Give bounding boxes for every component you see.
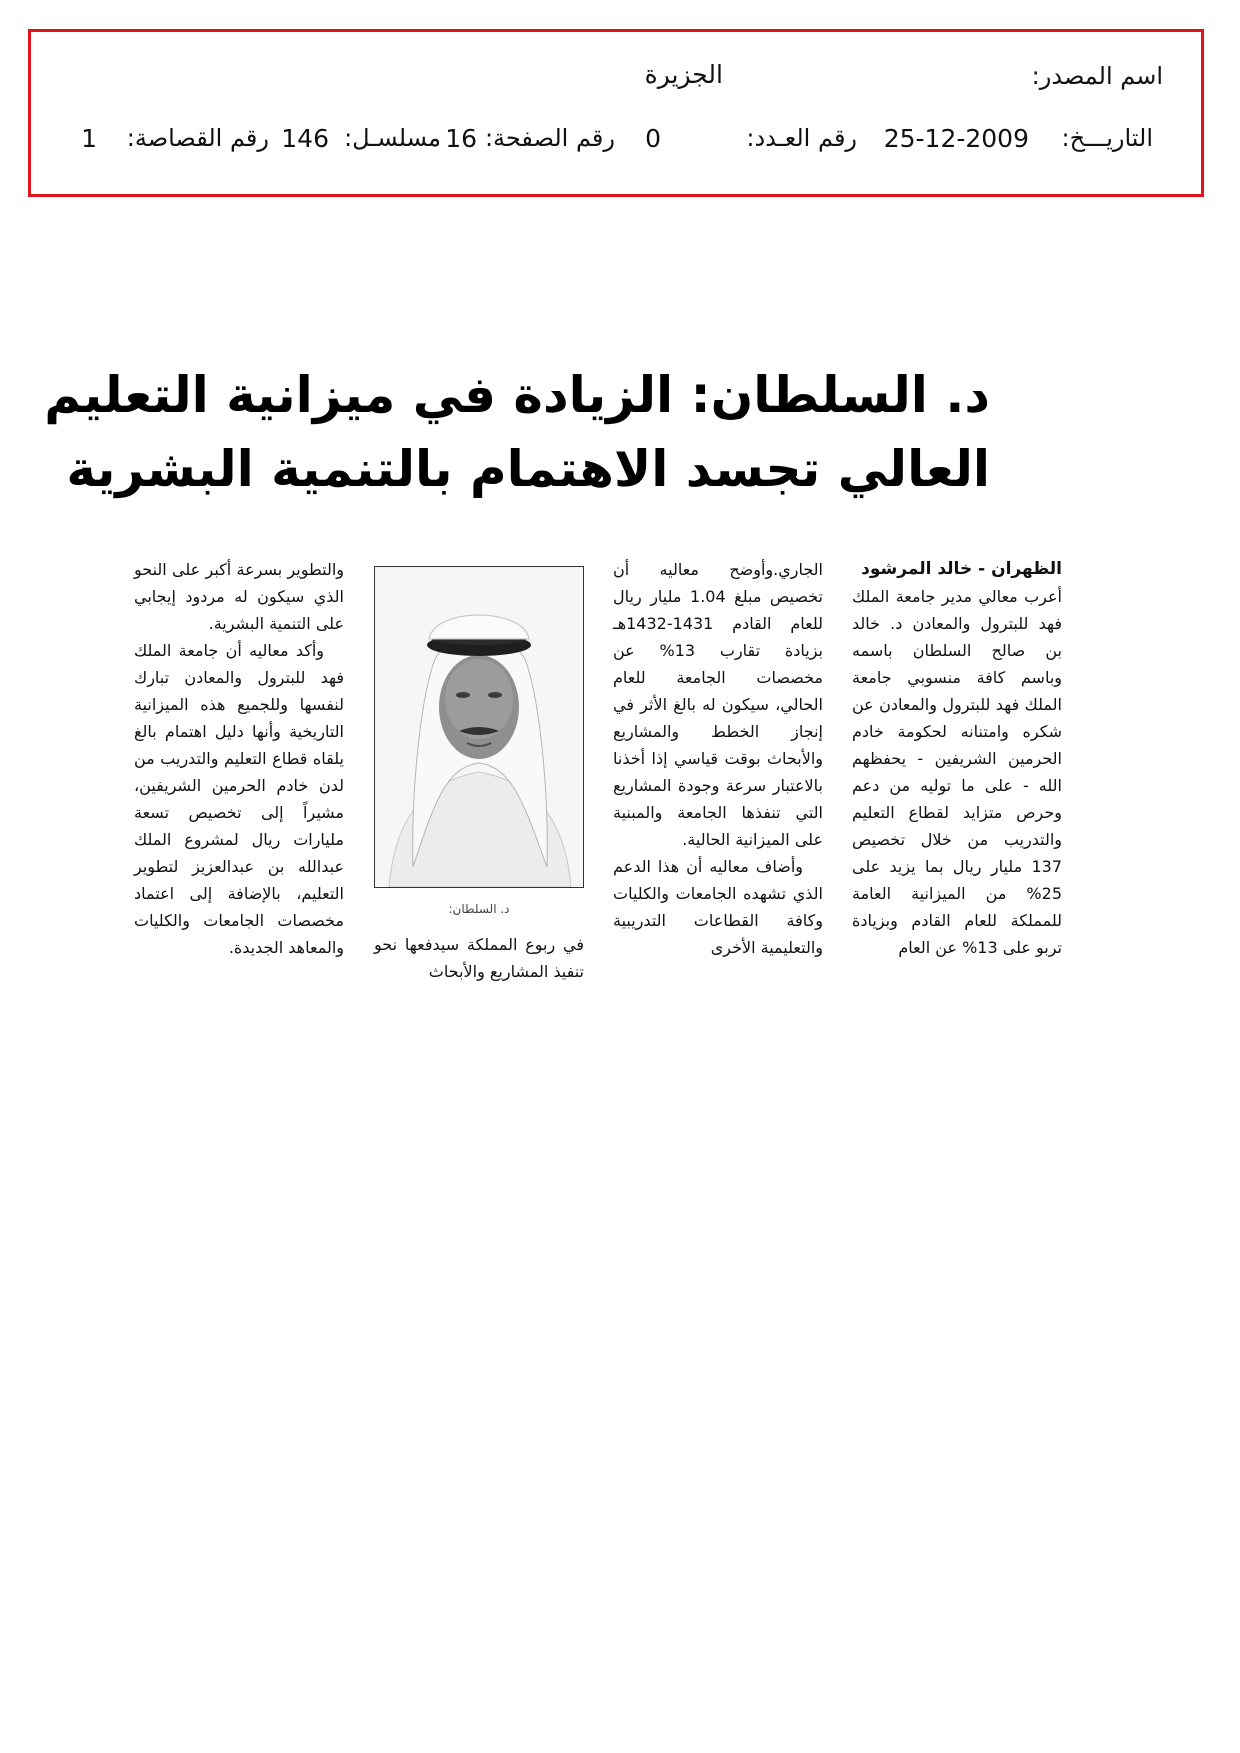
portrait-figure: [375, 567, 583, 887]
headline-line-2: العالي تجسد الاهتمام بالتنمية البشرية: [66, 440, 990, 498]
issue-value: 0: [645, 124, 661, 153]
date-value: 25-12-2009: [883, 124, 1029, 153]
serial-value: 146: [281, 124, 329, 153]
article-column-2: [613, 556, 823, 961]
issue-label: رقم العـدد:: [746, 124, 857, 152]
source-label: اسم المصدر:: [1031, 62, 1163, 90]
page-value: 16: [445, 124, 477, 153]
portrait-photo: [374, 566, 584, 888]
article-column-4: [134, 556, 344, 961]
column-2-paragraph-2: وأضاف معاليه أن هذا الدعم الذي تشهده الجامعات والكليات وكافة القطاعات التدريبية والتعليمية الأخرى: [613, 857, 823, 957]
byline: الظهران - خالد المرشود: [861, 559, 1062, 579]
article-column-3: في ربوع المملكة سيدفعها نحو تنفيذ المشاريع والأبحاث: [374, 935, 584, 981]
column-4-paragraph-2: وأكد معاليه أن جامعة الملك فهد للبترول والمعادن تبارك لنفسها وللجميع هذه الميزانية التاريخية وأنها دليل اهتمام بالغ يلقاه قطاع التعليم والتدريب من لدن خادم الحرمين الشريفين، مشيراً إلى تخصيص تسعة مليارات ريال لمشروع الملك عبدالله بن عبدالعزيز لتطوير التعليم، بالإضافة إلى اعتماد مخصصات الجامعات والكليات والمعاهد الجديدة.: [134, 641, 344, 957]
article-headline: [44, 358, 990, 506]
photo-caption: د. السلطان:: [448, 902, 510, 916]
clip-label: رقم القصاصة:: [126, 124, 269, 152]
headline-line-1: د. السلطان: الزيادة في ميزانية التعليم: [44, 366, 990, 424]
date-label: التاريـــخ:: [1061, 124, 1153, 152]
article-column-1: [852, 556, 1062, 961]
column-4-paragraph-1: والتطوير بسرعة أكبر على النحو الذي سيكون له مردود إيجابي على التنمية البشرية.: [134, 560, 344, 633]
serial-label: مسلسـل:: [344, 124, 441, 152]
column-2-paragraph-1: الجاري.وأوضح معاليه أن تخصيص مبلغ 1.04 مليار ريال للعام القادم 1431-1432هـ بزيادة تقارب 13% عن مخصصات الجامعة للعام الحالي، سيكون له بالغ الأثر في إنجاز الخطط والمشاريع والأبحاث بوقت قياسي إذا أخذنا بالاعتبار سرعة وجودة المشاريع التي تنفذها الجامعة والمبنية على الميزانية الحالية.: [613, 560, 824, 849]
metadata-box: [28, 29, 1204, 197]
page-label: رقم الصفحة:: [484, 124, 615, 152]
column-1-paragraph: أعرب معالي مدير جامعة الملك فهد للبترول والمعادن د. خالد بن صالح السلطان باسمه وباسم كافة منسوبي جامعة الملك فهد للبترول والمعادن عن شكره وامتنانه لحكومة خادم الحرمين الشريفين - يحفظهم الله - على ما توليه من دعم وحرص متزايد لقطاع التعليم والتدريب من خلال تخصيص 137 مليار ريال بما يزيد على 25% من الميزانية العامة للمملكة للعام القادم وبزيادة تربو على 13% عن العام: [852, 587, 1062, 957]
source-value: الجزيرة: [644, 60, 723, 89]
clip-value: 1: [81, 124, 97, 153]
